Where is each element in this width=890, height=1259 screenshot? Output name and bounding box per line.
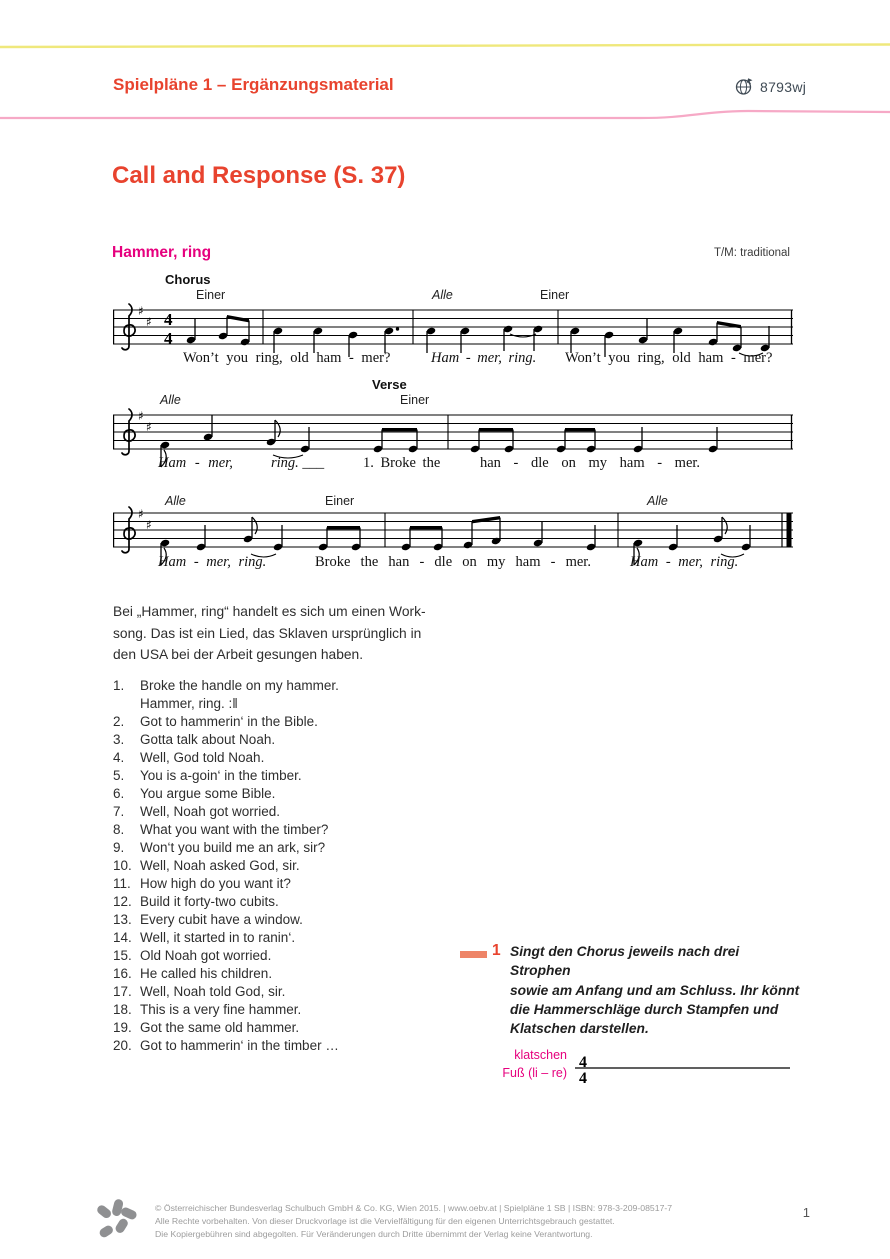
verse-text: He called his children. <box>140 966 273 981</box>
verse-number: 16. <box>113 966 132 981</box>
verse-number: 18. <box>113 1002 132 1017</box>
voice-label: Alle <box>165 494 186 508</box>
verse-item <box>113 929 463 947</box>
media-code: 8793wj <box>760 78 807 95</box>
verse-number: 7. <box>113 804 125 819</box>
verse-number: 1. <box>113 678 125 693</box>
rhythm-label-clap: klatschen <box>514 1048 567 1062</box>
intro-paragraph <box>113 601 463 666</box>
lyric-line: Won’t you ring, old ham - mer? <box>183 350 391 366</box>
section-label: Chorus <box>165 272 211 287</box>
verse-item <box>113 857 463 875</box>
svg-text:♯: ♯ <box>138 507 144 521</box>
svg-text:♯: ♯ <box>138 409 144 423</box>
verse-number: 17. <box>113 984 132 999</box>
lyric-line: ring. ___ <box>271 455 325 471</box>
verse-text: Well, Noah got worried. <box>140 804 281 819</box>
verse-text: Well, God told Noah. <box>140 750 265 765</box>
lyric-line: Ham - mer, ring. <box>630 554 739 570</box>
verse-text: Well, it started in to ranin‘. <box>140 930 296 945</box>
verse-item <box>113 911 463 929</box>
voice-label: Einer <box>540 288 570 302</box>
intro-line: den USA bei der Arbeit gesungen haben. <box>113 647 364 663</box>
verse-item <box>113 893 463 911</box>
verse-item <box>113 1019 463 1037</box>
svg-text:4: 4 <box>164 329 173 348</box>
imprint: © Österreichischer Bundesverlag Schulbuch GmbH & Co. KG, Wien 2015. | www.oebv.at | Spielpläne 1 SB | ISBN: 978-3-209-08517-7 Alle Rechte vorbehalten. Von dieser Druckvorlage ist die Vervielfältigung für den eigenen Unterrichtsgebrauch gestattet. Die Kopiergebühren sind abgegolten. Für Veränderungen durch Dritte übernimmt der Verlag keine Verantwortung. <box>155 1203 673 1239</box>
verse-text: Gotta talk about Noah. <box>140 732 276 747</box>
verse-item <box>113 821 463 839</box>
voice-label: Alle <box>647 494 668 508</box>
rhythm-label-foot: Fuß (li – re) <box>502 1066 567 1080</box>
verse-list <box>113 677 463 1055</box>
music-system-verse <box>113 377 793 480</box>
pink-wave-rule <box>0 104 890 120</box>
verse-number: 13. <box>113 912 132 927</box>
task-number: 1 <box>492 942 501 959</box>
verse-number: 2. <box>113 714 125 729</box>
verse-item <box>113 947 463 965</box>
svg-text:♯: ♯ <box>146 315 152 329</box>
verse-text: Got to hammerin‘ in the Bible. <box>140 714 318 729</box>
verse-item <box>113 785 463 803</box>
lyric-line: han - dle on my ham - mer. <box>480 455 701 471</box>
verse-item <box>113 713 463 731</box>
verse-number: 3. <box>113 732 125 747</box>
verse-number: 11. <box>113 876 131 891</box>
cursor-arrow-icon <box>746 78 752 84</box>
verse-item <box>113 749 463 767</box>
voice-label: Alle <box>160 393 181 407</box>
voice-label: Alle <box>432 288 453 302</box>
verse-text: Won‘t you build me an ark, sir? <box>140 840 326 855</box>
verse-text: This is a very fine hammer. <box>140 1002 302 1017</box>
task-text: Singt den Chorus jeweils nach drei Strophen sowie am Anfang und am Schluss. Ihr könnt die Hammerschläge durch Stampfen und Klatschen darstellen. <box>510 944 800 1037</box>
verse-item <box>113 839 463 857</box>
verse-text: Got to hammerin‘ in the timber … <box>140 1038 339 1053</box>
voice-label: Einer <box>196 288 226 302</box>
page-number: 1 <box>802 1205 810 1220</box>
svg-text:♯: ♯ <box>138 304 144 318</box>
verse-number: 5. <box>113 768 125 783</box>
verse-number: 8. <box>113 822 125 837</box>
verse-text: What you want with the timber? <box>140 822 329 837</box>
verse-number: 6. <box>113 786 125 801</box>
online-code <box>735 77 806 96</box>
svg-text:4: 4 <box>579 1054 587 1071</box>
verse-text: You is a-goin‘ in the timber. <box>140 768 302 783</box>
verse-text: How high do you want it? <box>140 876 291 891</box>
section-label: Verse <box>372 377 407 392</box>
lyric-line: Broke the han - dle on my ham - mer. <box>315 554 591 570</box>
lyric-line: Ham - mer, ring. <box>158 554 267 570</box>
voice-label: Einer <box>400 393 430 407</box>
verse-text: Well, Noah asked God, sir. <box>140 858 300 873</box>
verse-number: 15. <box>113 948 132 963</box>
verse-item <box>113 803 463 821</box>
verse-text-line2: Hammer, ring. :‖ <box>140 696 238 711</box>
verse-number: 4. <box>113 750 125 765</box>
verse-text: You argue some Bible. <box>140 786 276 801</box>
intro-line: song. Das ist ein Lied, das Sklaven ursprünglich in <box>113 625 422 641</box>
verse-item <box>113 1001 463 1019</box>
verse-item <box>113 875 463 893</box>
verse-number: 10. <box>113 858 132 873</box>
verse-number: 14. <box>113 930 132 945</box>
top-yellow-rule <box>0 0 890 50</box>
lyric-line: Ham - mer, ring. <box>431 350 537 366</box>
publisher-logo-icon <box>95 1198 139 1242</box>
page-title: Call and Response (S. 37) <box>112 162 406 189</box>
task-marker-bar <box>460 951 487 958</box>
rhythm-notation <box>575 1046 790 1096</box>
verse-text: Got the same old hammer. <box>140 1020 300 1035</box>
verse-item <box>113 1037 463 1055</box>
song-title: Hammer, ring <box>112 244 212 261</box>
verse-number: 19. <box>113 1020 132 1035</box>
verse-number: 12. <box>113 894 132 909</box>
globe-icon <box>735 77 754 96</box>
lyric-line: Won’t you ring, old ham - mer? <box>565 350 773 366</box>
verse-text: Every cubit have a window. <box>140 912 303 927</box>
song-credit: T/M: traditional <box>713 247 790 259</box>
lyric-line: 1. Broke the <box>363 455 441 471</box>
verse-text: Well, Noah told God, sir. <box>140 984 286 999</box>
music-system-3 <box>113 492 793 592</box>
verse-text: Old Noah got worried. <box>140 948 272 963</box>
intro-line: Bei „Hammer, ring“ handelt es sich um einen Work- <box>113 604 426 619</box>
svg-text:4: 4 <box>579 1070 587 1087</box>
lyric-line: Ham - mer, <box>158 455 233 471</box>
voice-label: Einer <box>325 494 355 508</box>
verse-item <box>113 731 463 749</box>
svg-text:♯: ♯ <box>146 420 152 434</box>
music-system-chorus <box>113 272 793 377</box>
booklet-title: Spielpläne 1 – Ergänzungsmaterial <box>113 75 394 94</box>
svg-text:♯: ♯ <box>146 518 152 532</box>
verse-number: 20. <box>113 1038 132 1053</box>
svg-text:4: 4 <box>164 310 173 329</box>
verse-item <box>113 677 463 713</box>
verse-item <box>113 983 463 1001</box>
verse-text: Build it forty-two cubits. <box>140 894 279 909</box>
verse-item <box>113 767 463 785</box>
verse-number: 9. <box>113 840 125 855</box>
verse-item <box>113 965 463 983</box>
verse-text: Broke the handle on my hammer. <box>140 678 339 693</box>
